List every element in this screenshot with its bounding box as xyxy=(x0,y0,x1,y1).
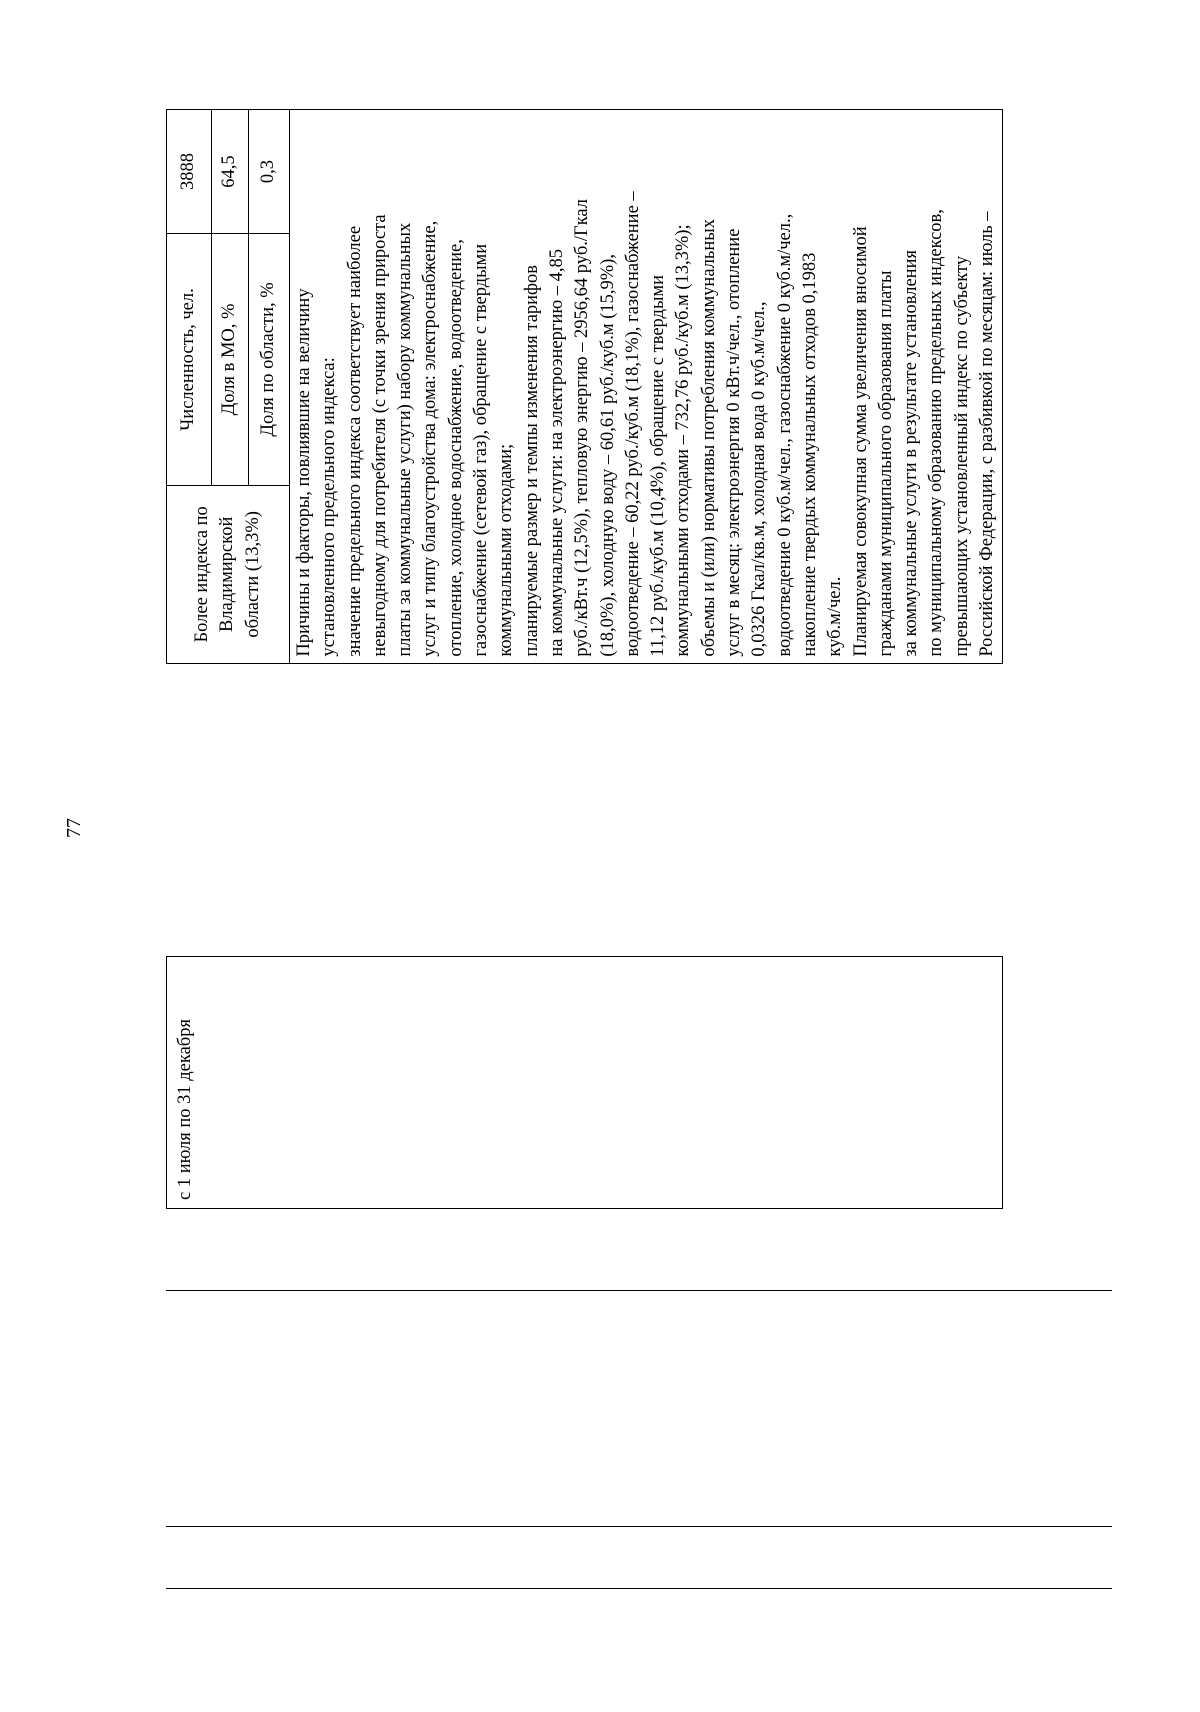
reasons-line: установленного предельного индекса: xyxy=(319,357,340,657)
reasons-line: водоотведение – 60,22 руб./куб.м (18,1%), газоснабжение – xyxy=(622,191,643,657)
reasons-line: (18,0%), холодную воду – 60,61 руб./куб.м (15,9%), xyxy=(597,254,618,657)
reasons-line: коммунальными отходами; xyxy=(496,443,517,657)
page-number: 77 xyxy=(63,818,85,838)
reasons-line: за коммунальные услуги в результате установления xyxy=(901,250,922,657)
reasons-line: значение предельного индекса соответствует наиболее xyxy=(344,225,365,657)
reasons-line: газоснабжение (сетевой газ), обращение с твердыми xyxy=(471,243,492,657)
index-table xyxy=(166,109,1003,1209)
reasons-cell xyxy=(290,110,1003,664)
reasons-line: невыгодному для потребителя (с точки зрения прироста xyxy=(369,214,390,657)
reasons-line: Планируемая совокупная сумма увеличения вносимой xyxy=(850,226,871,657)
separator-line xyxy=(166,1526,1112,1527)
reasons-line: куб.м/чел. xyxy=(825,576,846,657)
reasons-line: водоотведение 0 куб.м/чел., газоснабжение 0 куб.м/чел., xyxy=(774,213,795,657)
reasons-line: гражданами муниципального образования платы xyxy=(875,270,896,657)
separator-line xyxy=(166,1290,1112,1291)
empty-cell xyxy=(167,663,1003,956)
separator-line xyxy=(166,1588,1112,1589)
rotated-table-container xyxy=(166,109,1066,1209)
reasons-line: накопление твердых коммунальных отходов 0,1983 xyxy=(799,252,820,657)
reasons-line: 0,0326 Гкал/кв.м, холодная вода 0 куб.м/чел., xyxy=(749,301,770,657)
reasons-line: услуг и типу благоустройства дома: электроснабжение, xyxy=(420,220,441,657)
header-row-population xyxy=(167,110,212,1209)
share-mo-value: 64,5 xyxy=(212,110,249,234)
reasons-line: отопление, холодное водоснабжение, водоотведение, xyxy=(445,239,466,657)
reasons-line: на коммунальные услуги: на электроэнергию – 4,85 xyxy=(546,248,567,657)
share-region-value: 0,3 xyxy=(249,110,290,234)
more-than-index-label: Более индекса по Владимирской области (13,3%) xyxy=(167,486,290,664)
period-cell: с 1 июля по 31 декабря xyxy=(167,956,1003,1208)
reasons-line: объемы и (или) нормативы потребления коммунальных xyxy=(698,219,719,657)
reasons-line: платы за коммунальные услуги) набору коммунальных xyxy=(395,222,416,657)
reasons-line: Причины и факторы, повлиявшие на величину xyxy=(294,288,314,657)
reasons-line: 11,12 руб./куб.м (10,4%), обращение с твердыми xyxy=(648,275,669,657)
reasons-line: планируемые размер и темпы изменения тарифов xyxy=(521,264,542,657)
reasons-line: руб./кВт.ч (12,5%), тепловую энергию – 2956,64 руб./Гкал xyxy=(572,198,593,657)
reasons-line: превышающих установленный индекс по субъекту xyxy=(951,255,972,657)
share-mo-label: Доля в МО, % xyxy=(212,233,249,485)
reasons-line: коммунальными отходами – 732,76 руб./куб.м (13,3%); xyxy=(673,224,694,657)
reasons-text xyxy=(292,116,1000,657)
population-value: 3888 xyxy=(167,110,212,234)
reasons-line: по муниципальному образованию предельных индексов, xyxy=(926,209,947,657)
reasons-line: услуг в месяц: электроэнергия 0 кВт.ч/чел., отопление xyxy=(724,228,745,657)
share-region-label: Доля по области, % xyxy=(249,233,290,485)
population-label: Численность, чел. xyxy=(167,233,212,485)
reasons-line: Российской Федерации, с разбивкой по месяцам: июль – xyxy=(977,211,998,657)
